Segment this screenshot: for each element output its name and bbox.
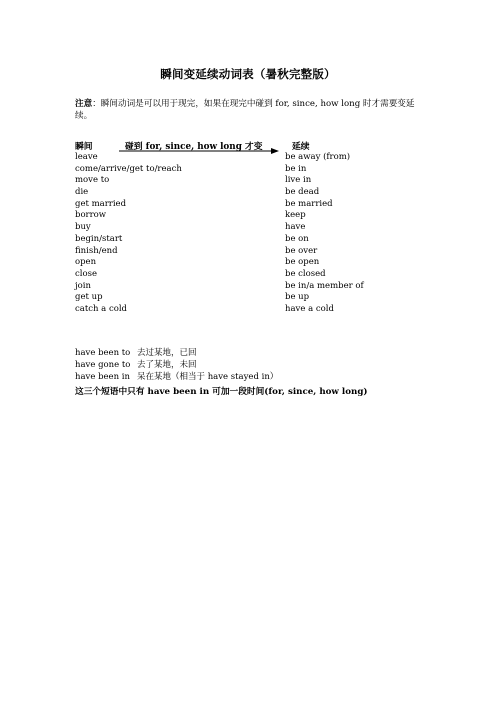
instant-verb: borrow xyxy=(75,210,107,221)
instant-verb: close xyxy=(75,268,97,279)
list-item xyxy=(75,359,415,371)
note-label: 注意 xyxy=(75,99,93,109)
phrase-meaning: 去了某地，未回 xyxy=(137,360,197,370)
continuous-verb: have a cold xyxy=(285,303,334,314)
table-row xyxy=(75,281,425,293)
instant-verb: finish/end xyxy=(75,245,118,256)
table-row xyxy=(75,304,425,316)
continuous-verb: be dead xyxy=(285,187,320,198)
table-row xyxy=(75,187,425,199)
header-continuous: 延续 xyxy=(292,142,310,152)
instant-verb: die xyxy=(75,187,89,198)
table-row xyxy=(75,234,425,246)
instant-verb: open xyxy=(75,257,97,268)
continuous-verb: be open xyxy=(285,257,320,268)
list-item xyxy=(75,347,415,359)
instant-verb: join xyxy=(75,280,91,291)
instant-verb: get up xyxy=(75,292,103,303)
conclusion-text: 这三个短语中只有 have been in 可加一段时间(for, since, how long) xyxy=(75,387,368,397)
instant-verb: catch a cold xyxy=(75,303,127,314)
instant-verb: move to xyxy=(75,175,110,186)
continuous-verb: be married xyxy=(285,198,333,209)
phrase-term: have been in xyxy=(75,372,130,382)
instant-verb: buy xyxy=(75,222,91,233)
note-text: ：瞬间动词是可以用于现完，如果在现完中碰到 for, since, how long 时才需要变延续。 xyxy=(75,99,415,121)
note-paragraph xyxy=(75,98,425,122)
table-row xyxy=(75,292,425,304)
table-row xyxy=(75,199,425,211)
instant-verb: begin/start xyxy=(75,233,123,244)
verb-table xyxy=(75,152,425,316)
instant-verb: come/arrive/get to/reach xyxy=(75,163,182,174)
continuous-verb: be over xyxy=(285,245,318,256)
table-row xyxy=(75,152,425,164)
continuous-verb: be closed xyxy=(285,268,326,279)
phrase-list xyxy=(75,347,415,383)
continuous-verb: have xyxy=(285,222,306,233)
instant-verb: leave xyxy=(75,152,98,162)
table-row xyxy=(75,175,425,187)
instant-verb: get married xyxy=(75,198,127,209)
header-instant: 瞬间 xyxy=(75,142,93,152)
continuous-verb: be in/a member of xyxy=(285,280,364,291)
table-row xyxy=(75,246,425,258)
page-title: 瞬间变延续动词表（暑秋完整版） xyxy=(160,67,336,81)
continuous-verb: be up xyxy=(285,292,310,303)
continuous-verb: live in xyxy=(285,175,312,186)
continuous-verb: be away (from) xyxy=(285,152,351,162)
continuous-verb: keep xyxy=(285,210,306,221)
list-item xyxy=(75,371,415,383)
table-row xyxy=(75,222,425,234)
table-row xyxy=(75,269,425,281)
phrase-term: have gone to xyxy=(75,360,131,370)
phrase-term: have been to xyxy=(75,348,131,358)
table-row xyxy=(75,210,425,222)
continuous-verb: be on xyxy=(285,233,309,244)
continuous-verb: be in xyxy=(285,163,307,174)
table-row xyxy=(75,257,425,269)
header-condition: 碰到 for, since, how long 才变 xyxy=(125,142,263,152)
phrase-meaning: 去过某地，已回 xyxy=(137,348,197,358)
phrase-meaning: 呆在某地（相当于 have stayed in） xyxy=(137,372,279,382)
table-row xyxy=(75,164,425,176)
